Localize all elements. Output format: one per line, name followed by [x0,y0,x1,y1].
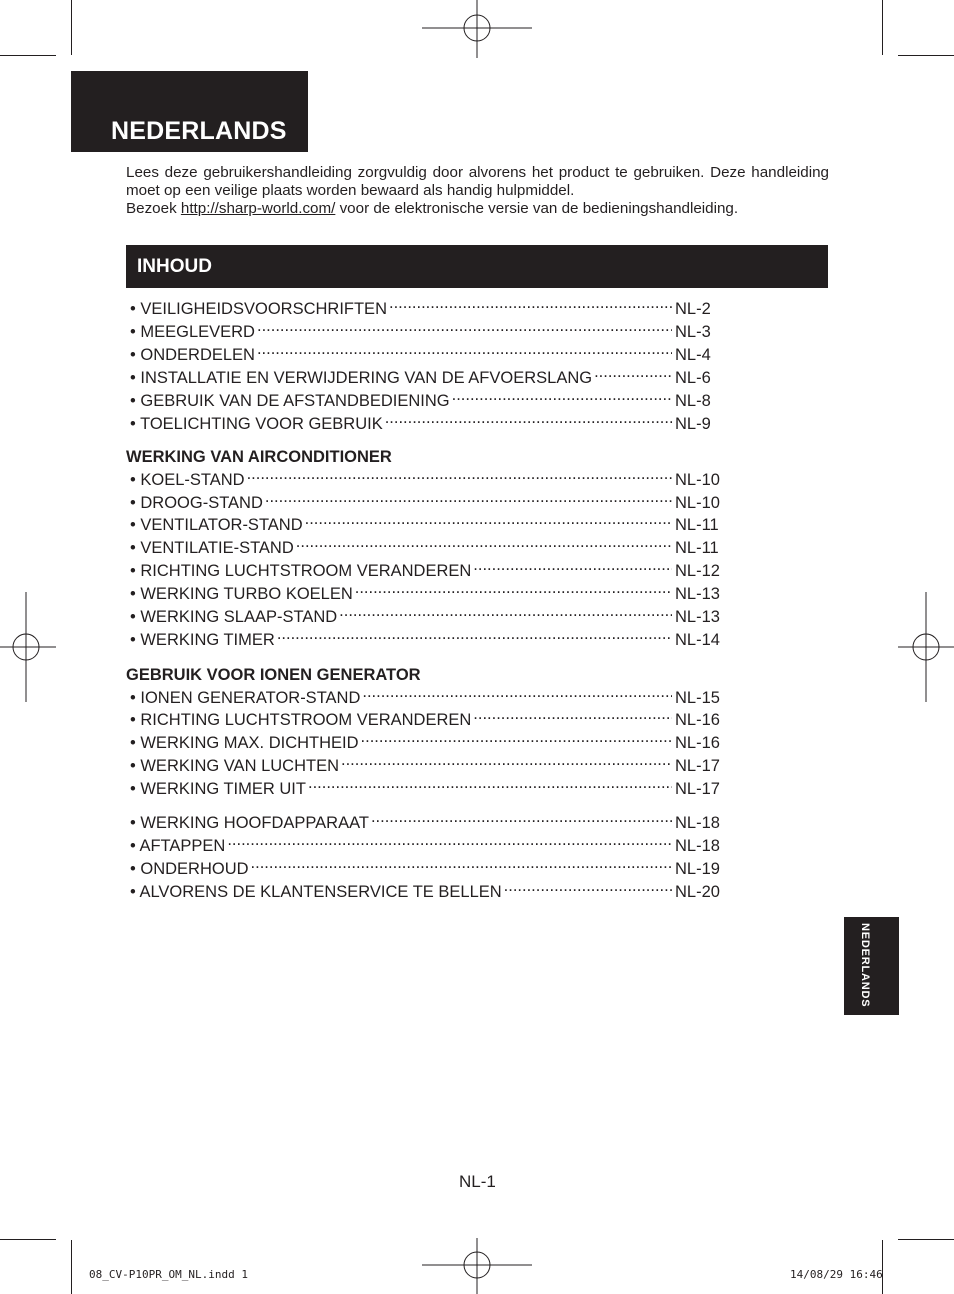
toc-entry-label: • ONDERDELEN [130,346,255,364]
crop-mark [71,0,72,55]
toc-entry-label: • WERKING TIMER [130,631,275,649]
crop-mark [0,1239,56,1240]
toc-leader-dots [594,369,672,383]
toc-leader-dots [362,689,672,703]
toc-leader-dots [339,608,672,622]
language-title-box [71,71,308,152]
intro-text-after-link: voor de elektronische versie van de bedieningshandleiding. [335,200,739,217]
toc-leader-dots [371,814,672,828]
intro-paragraph: Lees deze gebruikershandleiding zorgvuldig door alvorens het product te gebruiken. Deze handleiding moet op een veilige plaats worden bewaard als handig hulpmiddel. [126,164,829,199]
toc-entry [130,390,722,412]
toc-entry-page: NL-6 [675,369,711,387]
side-tab-label: NEDERLANDS [859,923,871,1008]
toc-entry-label: • RICHTING LUCHTSTROOM VERANDEREN [130,711,472,729]
file-name: 08_CV-P10PR_OM_NL.indd 1 [89,1268,248,1281]
print-timestamp: 14/08/29 16:46 [790,1268,883,1281]
toc-leader-dots [308,780,672,794]
toc-entry-page: NL-12 [675,562,720,580]
crop-mark [71,1240,72,1294]
toc-entry-label: • WERKING TIMER UIT [130,780,306,798]
toc-entry [130,492,722,514]
toc-entry [130,469,722,491]
toc-entry-page: NL-16 [675,734,720,752]
registration-mark-left [0,592,56,702]
toc-entry-label: • GEBRUIK VAN DE AFSTANDBEDIENING [130,392,450,410]
toc-entry-label: • VENTILATIE-STAND [130,539,294,557]
toc-entry-page: NL-4 [675,346,711,364]
intro-link-line [126,200,829,218]
toc-entry-label: • WERKING SLAAP-STAND [130,608,338,626]
toc-leader-dots [341,757,672,771]
toc-entry-page: NL-2 [675,300,711,318]
toc-entry-page: NL-20 [675,883,720,901]
toc-entry [130,537,722,559]
toc-entry-page: NL-16 [675,711,720,729]
toc-entry [130,583,722,605]
toc-entry-page: NL-9 [675,415,711,433]
page-number: NL-1 [459,1172,496,1191]
toc-entry-page: NL-11 [675,539,719,557]
toc-entry-label: • WERKING TURBO KOELEN [130,585,353,603]
toc-entry-label: • WERKING MAX. DICHTHEID [130,734,359,752]
toc-leader-dots [473,562,672,576]
toc-leader-dots [257,323,672,337]
toc-entry-label: • VENTILATOR-STAND [130,516,303,534]
intro-text-before-link: Bezoek [126,200,181,217]
toc-entry-page: NL-15 [675,689,720,707]
contents-heading: INHOUD [137,256,212,277]
toc-entry-label: • INSTALLATIE EN VERWIJDERING VAN DE AFVOERSLANG [130,369,593,387]
toc-entry [130,560,722,582]
toc-entry-page: NL-17 [675,757,720,775]
toc-entry [130,629,722,651]
toc-entry [130,778,722,800]
toc-entry [130,344,722,366]
toc-entry-page: NL-14 [675,631,720,649]
toc-entry-label: • WERKING VAN LUCHTEN [130,757,339,775]
toc-leader-dots [251,860,672,874]
toc-entry [130,755,722,777]
toc-entry [130,606,722,628]
registration-mark-top [422,0,532,58]
toc-section-heading: GEBRUIK VOOR IONEN GENERATOR [126,666,421,684]
toc-entry-page: NL-18 [675,837,720,855]
toc-entry-page: NL-11 [675,516,719,534]
toc-entry [130,514,722,536]
toc-entry-page: NL-13 [675,608,720,626]
toc-section-heading: WERKING VAN AIRCONDITIONER [126,448,392,466]
toc-entry-label: • VEILIGHEIDSVOORSCHRIFTEN [130,300,387,318]
toc-entry [130,321,722,343]
intro-text [126,164,829,218]
toc-leader-dots [385,415,672,429]
toc-entry-label: • WERKING HOOFDAPPARAAT [130,814,369,832]
crop-mark [0,55,56,56]
crop-mark [898,1239,954,1240]
toc-leader-dots [504,883,672,897]
toc-leader-dots [257,346,672,360]
toc-entry [130,367,722,389]
toc-entry [130,881,722,903]
toc-leader-dots [296,539,672,553]
toc-entry-label: • AFTAPPEN [130,837,226,855]
language-side-tab [844,917,899,1015]
toc-entry-page: NL-17 [675,780,720,798]
toc-leader-dots [277,631,672,645]
crop-mark [882,1240,883,1294]
toc-leader-dots [473,711,672,725]
contents-heading-bar [126,245,828,288]
toc-entry-label: • ALVORENS DE KLANTENSERVICE TE BELLEN [130,883,502,901]
toc-entry [130,835,722,857]
toc-entry [130,709,722,731]
toc-entry-page: NL-3 [675,323,711,341]
sharp-website-link[interactable]: http://sharp-world.com/ [180,200,336,217]
toc-entry-page: NL-10 [675,471,720,489]
toc-entry [130,298,722,320]
toc-entry-page: NL-10 [675,494,720,512]
toc-leader-dots [389,300,672,314]
page-title: NEDERLANDS [111,117,287,145]
toc-leader-dots [227,837,672,851]
toc-entry-label: • TOELICHTING VOOR GEBRUIK [130,415,383,433]
toc-leader-dots [305,516,672,530]
toc-entry [130,413,722,435]
registration-mark-bottom [422,1238,532,1294]
toc-leader-dots [452,392,672,406]
toc-entry [130,812,722,834]
toc-entry-page: NL-18 [675,814,720,832]
toc-entry-label: • RICHTING LUCHTSTROOM VERANDEREN [130,562,472,580]
registration-mark-right [898,592,954,702]
toc-leader-dots [247,471,672,485]
toc-leader-dots [361,734,672,748]
toc-entry-label: • MEEGLEVERD [130,323,255,341]
crop-mark [898,55,954,56]
toc-entry-label: • IONEN GENERATOR-STAND [130,689,361,707]
toc-entry-page: NL-13 [675,585,720,603]
crop-mark [882,0,883,55]
toc-entry [130,687,722,709]
toc-entry-page: NL-19 [675,860,720,878]
toc-entry [130,732,722,754]
toc-leader-dots [265,494,672,508]
toc-entry [130,858,722,880]
toc-leader-dots [355,585,672,599]
toc-entry-label: • KOEL-STAND [130,471,245,489]
toc-entry-label: • ONDERHOUD [130,860,249,878]
toc-entry-page: NL-8 [675,392,711,410]
toc-entry-label: • DROOG-STAND [130,494,263,512]
